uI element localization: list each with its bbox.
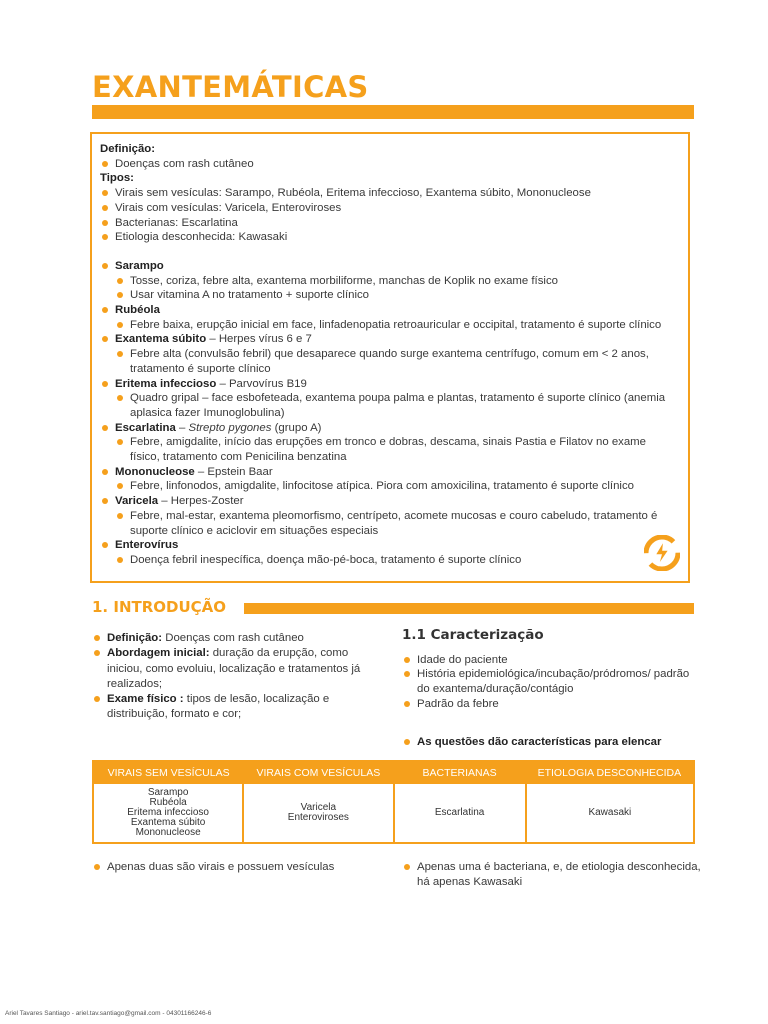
intro-item: [92, 631, 382, 646]
caracterizacao-item: História epidemiológica/incubação/pródromos/ padrão do exantema/duração/contágio: [402, 667, 694, 696]
page-title: EXANTEMÁTICAS: [92, 70, 369, 104]
title-underline-bar: [92, 105, 694, 119]
table-cell: [394, 784, 526, 843]
summary-content: [100, 142, 678, 568]
intro-item-label: Definição:: [107, 632, 163, 644]
disease-agent: –: [175, 421, 189, 434]
disease-agent-italic: Strepto pygones: [188, 421, 272, 434]
disease-detail: Tosse, coriza, febre alta, exantema morbiliforme, manchas de Koplik no exame físico: [100, 274, 678, 289]
cell-line: Enteroviroses: [287, 812, 349, 823]
disease-name: Eritema infeccioso: [115, 377, 217, 390]
section-title-bar: [244, 603, 694, 614]
table-header: BACTERIANAS: [394, 761, 526, 784]
caracterizacao-item: Padrão da febre: [402, 697, 694, 712]
spacer: [100, 245, 678, 259]
cell-line: Eritema infeccioso: [127, 807, 209, 818]
table-header: ETIOLOGIA DESCONHECIDA: [526, 761, 694, 784]
table-header: VIRAIS SEM VESÍCULAS: [93, 761, 243, 784]
disease-item-rubeola: [100, 303, 678, 318]
disease-detail: Febre, mal-estar, exantema pleomorfismo, centrípeto, acomete mucosas e couro cabeludo, tratamento é suporte clínico e aciclovir em situações especiais: [100, 509, 678, 538]
cell-line: Varicela: [300, 802, 337, 813]
disease-name: Mononucleose: [115, 465, 195, 478]
table-cell: [93, 784, 243, 843]
disease-name: Varicela: [115, 495, 159, 508]
disease-name: Sarampo: [115, 259, 164, 272]
disease-item-mononucleose: [100, 465, 678, 480]
cell-line: Rubéola: [149, 797, 187, 808]
cell-line: Sarampo: [147, 787, 189, 798]
disease-item-varicela: [100, 494, 678, 509]
disease-detail: Febre, linfonodos, amigdalite, linfocitose atípica. Piora com amoxicilina, tratamento é suporte clínico: [100, 479, 678, 494]
disease-item-exantema-subito: [100, 332, 678, 347]
intro-item: [92, 692, 382, 723]
disease-detail: Usar vitamina A no tratamento + suporte clínico: [100, 288, 678, 303]
brand-logo-icon: [644, 535, 680, 571]
disease-item-escarlatina: [100, 421, 678, 436]
disease-item-eritema-infeccioso: [100, 377, 678, 392]
disease-detail: Doença febril inespecífica, doença mão-pé-boca, tratamento é suporte clínico: [100, 553, 678, 568]
intro-item-text: tipos de lesão, localização e distribuição, formato e cor;: [107, 693, 330, 721]
bottom-note-left: Apenas duas são virais e possuem vesículas: [92, 860, 397, 875]
bottom-note-right: Apenas uma é bacteriana, e, de etiologia desconhecida, há apenas Kawasaki: [402, 860, 709, 890]
cell-line: Kawasaki: [588, 807, 632, 818]
disease-detail: Febre alta (convulsão febril) que desaparece quando surge exantema centrífugo, comum em < 2 anos, tratamento é suporte clínico: [100, 347, 678, 376]
intro-item-label: Abordagem inicial:: [107, 647, 210, 660]
disease-detail: Quadro gripal – face esbofeteada, exantema poupa palma e plantas, tratamento é suporte clínico (anemia aplasica fazer Imunoglobulina): [100, 391, 678, 420]
tipo-item: Etiologia desconhecida: Kawasaki: [100, 230, 678, 245]
cell-line: Exantema súbito: [130, 817, 206, 828]
caracterizacao-column: [402, 628, 694, 712]
disease-name: Enterovírus: [115, 539, 179, 552]
intro-item-text: Doenças com rash cutâneo: [162, 632, 304, 644]
disease-agent-suffix: (grupo A): [271, 421, 322, 434]
disease-item-sarampo: [100, 259, 678, 274]
note-item: As questões dão características para elencar: [402, 735, 709, 750]
subsection-title: 1.1 Caracterização: [402, 627, 544, 643]
section-title: 1. INTRODUÇÃO: [92, 598, 227, 616]
table-header-row: [93, 761, 694, 784]
footer-watermark: Ariel Tavares Santiago - ariel.tav.santiago@gmail.com - 04301166246-6: [5, 1010, 212, 1017]
disease-name: Exantema súbito: [115, 333, 207, 346]
table-header: VIRAIS COM VESÍCULAS: [243, 761, 393, 784]
disease-agent: – Epstein Baar: [194, 465, 273, 478]
definicao-heading: Definição:: [100, 143, 156, 155]
disease-agent: – Parvovírus B19: [216, 377, 307, 390]
disease-agent: – Herpes vírus 6 e 7: [206, 333, 312, 346]
disease-agent: – Herpes-Zoster: [158, 495, 244, 508]
tipo-item: Bacterianas: Escarlatina: [100, 216, 678, 231]
table-cell: [526, 784, 694, 843]
caracterizacao-item: Idade do paciente: [402, 653, 694, 668]
disease-name: Escarlatina: [115, 421, 176, 434]
cell-line: Escarlatina: [434, 807, 485, 818]
table-cell: [243, 784, 393, 843]
intro-item-text: duração da erupção, como iniciou, como evoluiu, localização e tratamentos já realizados;: [107, 647, 361, 690]
disease-detail: Febre, amigdalite, início das erupções em tronco e dobras, descama, sinais Pastia e Filatov no exame físico, tratamento com Penicilina benzatina: [100, 435, 678, 464]
table-row: [93, 784, 694, 843]
classification-table: [92, 760, 695, 844]
disease-detail: Febre baixa, erupção inicial em face, linfadenopatia retroauricular e occipital, tratamento é suporte clínico: [100, 318, 678, 333]
summary-box: [90, 132, 690, 583]
disease-item-enterovirus: [100, 538, 678, 553]
cell-line: Mononucleose: [135, 827, 201, 838]
definicao-item: Doenças com rash cutâneo: [100, 157, 678, 172]
disease-name: Rubéola: [115, 304, 160, 317]
tipo-item: Virais com vesículas: Varicela, Enteroviroses: [100, 201, 678, 216]
tipo-item: Virais sem vesículas: Sarampo, Rubéola, Eritema infeccioso, Exantema súbito, Mononucleose: [100, 186, 678, 201]
tipos-heading: Tipos:: [100, 172, 134, 185]
intro-left-column: [92, 631, 382, 723]
intro-item: [92, 646, 382, 692]
intro-item-label: Exame físico :: [107, 693, 184, 706]
